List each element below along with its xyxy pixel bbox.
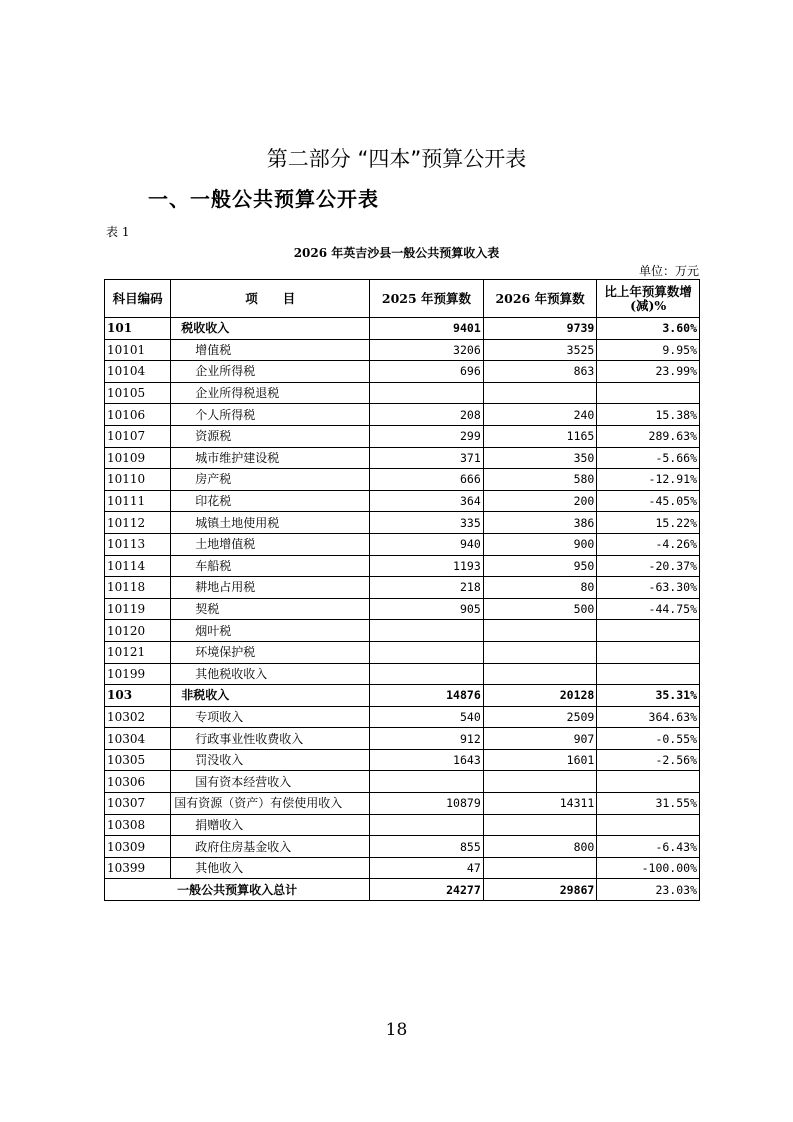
cell-change: -45.05% [597,490,700,512]
cell-code: 10106 [105,404,171,426]
header-code: 科目编码 [105,280,171,318]
cell-code: 10305 [105,749,171,771]
cell-2025 [370,641,484,663]
cell-2025: 912 [370,728,484,750]
cell-change: 31.55% [597,793,700,815]
cell-item: 政府住房基金收入 [171,836,370,858]
cell-item: 土地增值税 [171,533,370,555]
cell-2026: 2509 [483,706,597,728]
header-2025: 2025 年预算数 [370,280,484,318]
table-row [105,447,700,469]
cell-code: 10114 [105,555,171,577]
cell-2026: 9739 [483,318,597,340]
cell-code: 10118 [105,577,171,599]
cell-2025 [370,382,484,404]
cell-2026: 900 [483,533,597,555]
cell-code: 10306 [105,771,171,793]
page-title: 第二部分 “四本”预算公开表 [266,147,527,171]
cell-change: -4.26% [597,533,700,555]
cell-code: 10302 [105,706,171,728]
cell-item: 专项收入 [171,706,370,728]
cell-2025: 47 [370,857,484,879]
cell-2026 [483,663,597,685]
table-header-row [105,280,700,318]
cell-2026 [483,857,597,879]
cell-change [597,663,700,685]
budget-revenue-table [104,279,700,901]
table-row [105,685,700,707]
cell-2025: 1193 [370,555,484,577]
table-row [105,382,700,404]
cell-change: 9.95% [597,339,700,361]
cell-item: 城市维护建设税 [171,447,370,469]
table-row [105,793,700,815]
cell-2026: 1165 [483,425,597,447]
cell-item: 烟叶税 [171,620,370,642]
table-row [105,663,700,685]
cell-code: 10104 [105,361,171,383]
unit-label: 单位：万元 [638,264,699,278]
table-row [105,318,700,340]
cell-item: 国有资源（资产）有偿使用收入 [171,793,370,815]
cell-change [597,771,700,793]
cell-2026: 950 [483,555,597,577]
cell-change: 35.31% [597,685,700,707]
cell-change: -5.66% [597,447,700,469]
cell-change: -0.55% [597,728,700,750]
cell-2025: 540 [370,706,484,728]
cell-2025 [370,663,484,685]
cell-code: 10121 [105,641,171,663]
cell-item: 个人所得税 [171,404,370,426]
cell-2026 [483,771,597,793]
cell-2026: 20128 [483,685,597,707]
table-row [105,555,700,577]
cell-item: 环境保护税 [171,641,370,663]
cell-2025: 218 [370,577,484,599]
cell-code: 10307 [105,793,171,815]
table-title: 2026 年英吉沙县一般公共预算收入表 [293,246,500,260]
cell-2025 [370,814,484,836]
cell-item: 企业所得税退税 [171,382,370,404]
cell-item: 行政事业性收费收入 [171,728,370,750]
cell-change [597,620,700,642]
cell-code: 10112 [105,512,171,534]
table-row [105,577,700,599]
cell-2025: 364 [370,490,484,512]
cell-item: 车船税 [171,555,370,577]
cell-item: 印花税 [171,490,370,512]
cell-item: 增值税 [171,339,370,361]
cell-2026: 863 [483,361,597,383]
cell-change [597,382,700,404]
cell-code: 10304 [105,728,171,750]
table-row [105,598,700,620]
cell-2026: 350 [483,447,597,469]
table-row [105,641,700,663]
cell-2026: 580 [483,469,597,491]
table-row [105,339,700,361]
cell-item: 国有资本经营收入 [171,771,370,793]
cell-change: 15.22% [597,512,700,534]
cell-change: -12.91% [597,469,700,491]
header-item: 项 目 [171,280,370,318]
cell-code: 10399 [105,857,171,879]
cell-code: 10110 [105,469,171,491]
total-2026: 29867 [483,879,597,901]
cell-code: 10199 [105,663,171,685]
table-total-row [105,879,700,901]
cell-2026: 500 [483,598,597,620]
cell-2026 [483,620,597,642]
cell-change: 3.60% [597,318,700,340]
cell-2025: 371 [370,447,484,469]
cell-code: 10308 [105,814,171,836]
cell-change: 364.63% [597,706,700,728]
cell-2025: 10879 [370,793,484,815]
cell-change: 15.38% [597,404,700,426]
cell-code: 101 [105,318,171,340]
table-row [105,361,700,383]
cell-2026: 3525 [483,339,597,361]
cell-change: -6.43% [597,836,700,858]
cell-2026 [483,814,597,836]
cell-change: -100.00% [597,857,700,879]
page-number: 18 [385,1020,408,1040]
table-row [105,533,700,555]
cell-2026: 907 [483,728,597,750]
cell-code: 10101 [105,339,171,361]
cell-item: 企业所得税 [171,361,370,383]
cell-item: 其他税收收入 [171,663,370,685]
table-row [105,425,700,447]
cell-change [597,641,700,663]
cell-2026: 14311 [483,793,597,815]
cell-code: 10309 [105,836,171,858]
cell-change: -63.30% [597,577,700,599]
cell-2025: 14876 [370,685,484,707]
cell-2026 [483,641,597,663]
cell-code: 10109 [105,447,171,469]
cell-2025: 1643 [370,749,484,771]
cell-item: 契税 [171,598,370,620]
cell-2025: 666 [370,469,484,491]
table-row [105,749,700,771]
table-row [105,512,700,534]
cell-code: 10111 [105,490,171,512]
total-label: 一般公共预算收入总计 [105,879,370,901]
cell-change: -2.56% [597,749,700,771]
total-change: 23.03% [597,879,700,901]
cell-2025: 3206 [370,339,484,361]
cell-2025: 9401 [370,318,484,340]
cell-code: 10120 [105,620,171,642]
cell-2025: 855 [370,836,484,858]
cell-item: 非税收入 [171,685,370,707]
cell-2026: 200 [483,490,597,512]
cell-change: -44.75% [597,598,700,620]
section-subtitle: 一、一般公共预算公开表 [148,187,379,211]
cell-2026 [483,382,597,404]
cell-change [597,814,700,836]
cell-item: 其他收入 [171,857,370,879]
header-change: 比上年预算数增(减)% [597,280,700,318]
header-2026: 2026 年预算数 [483,280,597,318]
table-row [105,469,700,491]
cell-code: 103 [105,685,171,707]
cell-item: 耕地占用税 [171,577,370,599]
cell-item: 税收收入 [171,318,370,340]
cell-item: 房产税 [171,469,370,491]
table-row [105,771,700,793]
cell-2026: 800 [483,836,597,858]
table-row [105,857,700,879]
table-row [105,404,700,426]
cell-code: 10119 [105,598,171,620]
table-row [105,706,700,728]
cell-2025: 905 [370,598,484,620]
cell-change: -20.37% [597,555,700,577]
cell-2025: 208 [370,404,484,426]
cell-2025 [370,620,484,642]
cell-2026: 240 [483,404,597,426]
table-row [105,620,700,642]
table-row [105,728,700,750]
cell-2026: 1601 [483,749,597,771]
cell-item: 资源税 [171,425,370,447]
total-2025: 24277 [370,879,484,901]
cell-2025 [370,771,484,793]
table-row [105,490,700,512]
cell-code: 10107 [105,425,171,447]
cell-2025: 335 [370,512,484,534]
cell-change: 289.63% [597,425,700,447]
cell-item: 城镇土地使用税 [171,512,370,534]
cell-change: 23.99% [597,361,700,383]
table-row [105,814,700,836]
cell-2025: 696 [370,361,484,383]
cell-2025: 940 [370,533,484,555]
table-row [105,836,700,858]
cell-code: 10105 [105,382,171,404]
cell-2026: 386 [483,512,597,534]
cell-item: 捐赠收入 [171,814,370,836]
cell-2025: 299 [370,425,484,447]
cell-2026: 80 [483,577,597,599]
table-number: 表 1 [106,225,130,239]
cell-code: 10113 [105,533,171,555]
cell-item: 罚没收入 [171,749,370,771]
